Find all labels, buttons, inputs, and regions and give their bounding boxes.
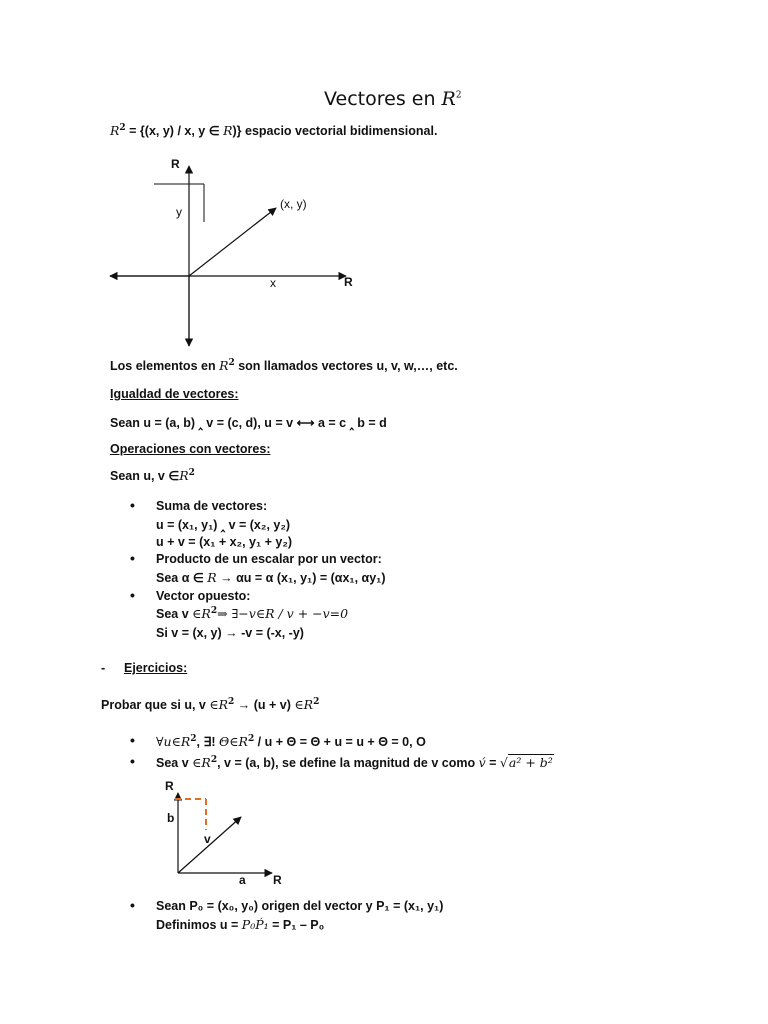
opp-pre: Sea v — [156, 607, 193, 622]
prove-exp1: 2 — [228, 697, 235, 707]
points-line-1: Sean P₀ = (x₀, y₀) origen del vector y P₁ = (x₁, y₁) — [156, 899, 444, 913]
operations-exp: 2 — [188, 468, 195, 478]
elements-math: R — [219, 358, 229, 374]
operations-elem: ∈ — [168, 469, 180, 484]
ex2-pre: Sea v — [156, 756, 193, 771]
prove-exp2: 2 — [313, 697, 320, 707]
v-label: v — [204, 832, 211, 846]
x-component-label: x — [270, 276, 276, 290]
page-title — [324, 88, 462, 110]
ex2-mid: , v = (a, b), se define la magnitud de v como — [217, 756, 479, 771]
a-label: a — [239, 873, 246, 887]
bullet-dot: • — [130, 550, 135, 566]
exercise-bullet-1 — [156, 734, 426, 749]
title-exp: 2 — [455, 90, 462, 101]
bullet-dot: • — [130, 753, 135, 769]
points-post: = P₁ – P₀ — [268, 918, 325, 932]
axis-label-x: R — [273, 873, 282, 887]
ex2-v: v́ — [478, 755, 486, 771]
ex1-post: / u + Θ = Θ + u = u + Θ = 0, O — [254, 735, 426, 750]
exercise-bullet-2 — [156, 755, 554, 770]
sum-title: Suma de vectores: — [156, 499, 268, 513]
opp-math: ∈R — [192, 606, 211, 622]
opposite-line-2: Si v = (x, y) → -v = (-x, -y) — [156, 626, 304, 640]
opposite-title: Vector opuesto: — [156, 589, 251, 603]
ex2-eq: = — [485, 756, 500, 771]
scalar-title: Producto de un escalar por un vector: — [156, 552, 382, 566]
bullet-dot: • — [130, 587, 135, 603]
scalar-line-1 — [156, 570, 385, 585]
scalar-elem: ∈ — [192, 571, 204, 585]
exercises-dash: - — [101, 661, 106, 675]
points-line-2 — [156, 917, 324, 932]
points-math: P₀Ṕ₁ — [241, 917, 269, 932]
prove-pre: Probar que si u, v — [101, 698, 210, 713]
axis-label-x: R — [344, 275, 353, 289]
elements-post: son llamados vectores u, v, w,…, etc. — [234, 359, 458, 374]
opposite-line-1 — [156, 606, 348, 621]
title-math: R — [441, 88, 456, 110]
bullet-dot: • — [130, 732, 135, 748]
sum-line-2: u + v = (x₁ + x₂, y₁ + y₂) — [156, 535, 293, 549]
exercises-heading: Ejercicios: — [124, 661, 188, 675]
prove-mid: → (u + v) — [234, 698, 295, 713]
equality-line: Sean u = (a, b) ‸ v = (c, d), u = v ⟷ a = c ‸ b = d — [110, 416, 387, 430]
sum-line-1: u = (x₁, y₁) ‸ v = (x₂, y₂) — [156, 518, 291, 532]
sqrt-symbol: √ — [499, 755, 508, 771]
ex2-math: ∈R — [192, 755, 211, 771]
prove-line — [101, 697, 319, 712]
operations-line — [110, 468, 195, 483]
operations-math: R — [179, 468, 189, 484]
axis-label-y: R — [171, 157, 180, 171]
ex1-math: ∀u∈R — [156, 734, 191, 750]
elements-pre: Los elementos en — [110, 359, 220, 374]
scalar-pre: Sea α — [156, 571, 193, 585]
operations-heading: Operaciones con vectores: — [110, 442, 271, 456]
ex1-mid: , ∃! — [196, 735, 220, 750]
axis-label-y: R — [165, 779, 174, 793]
operations-pre: Sean u, v — [110, 469, 169, 484]
sqrt-radicand: a² + b² — [508, 755, 553, 771]
def-math-r: R — [223, 123, 233, 139]
def-text2: )} espacio vectorial bidimensional. — [232, 124, 438, 139]
b-label: b — [167, 811, 175, 825]
definition-line — [110, 123, 437, 138]
elements-line — [110, 358, 458, 373]
ex1-exp2: 2 — [247, 734, 255, 744]
vector-diagram-2 — [155, 775, 295, 890]
def-math: R — [110, 123, 120, 139]
ex2-exp: 2 — [210, 755, 218, 765]
def-exp: 2 — [119, 123, 126, 133]
y-component-label: y — [176, 205, 182, 219]
bullet-dot: • — [130, 897, 135, 913]
prove-math2: ∈R — [294, 697, 314, 713]
equality-heading: Igualdad de vectores: — [110, 387, 239, 401]
opp-exp: 2 — [210, 606, 218, 616]
vector-diagram-1 — [100, 150, 380, 360]
bullet-dot: • — [130, 497, 135, 513]
elements-exp: 2 — [228, 358, 235, 368]
title-text: Vectores en — [324, 88, 442, 110]
vector-arrow — [189, 208, 276, 276]
scalar-math: R — [207, 570, 217, 585]
points-pre: Definimos u = — [156, 918, 242, 932]
ex1-exp: 2 — [190, 734, 197, 744]
def-text1: = {(x, y) / x, y — [125, 124, 209, 139]
opp-post: ⇒ ∃−v∈R / v + −v=0 — [217, 606, 349, 622]
point-label: (x, y) — [280, 197, 307, 211]
ex1-math2: Θ∈R — [219, 734, 248, 750]
scalar-post: → αu = α (x₁, y₁) = (αx₁, αy₁) — [216, 571, 386, 585]
def-elem: ∈ — [208, 124, 220, 139]
prove-math1: ∈R — [209, 697, 229, 713]
